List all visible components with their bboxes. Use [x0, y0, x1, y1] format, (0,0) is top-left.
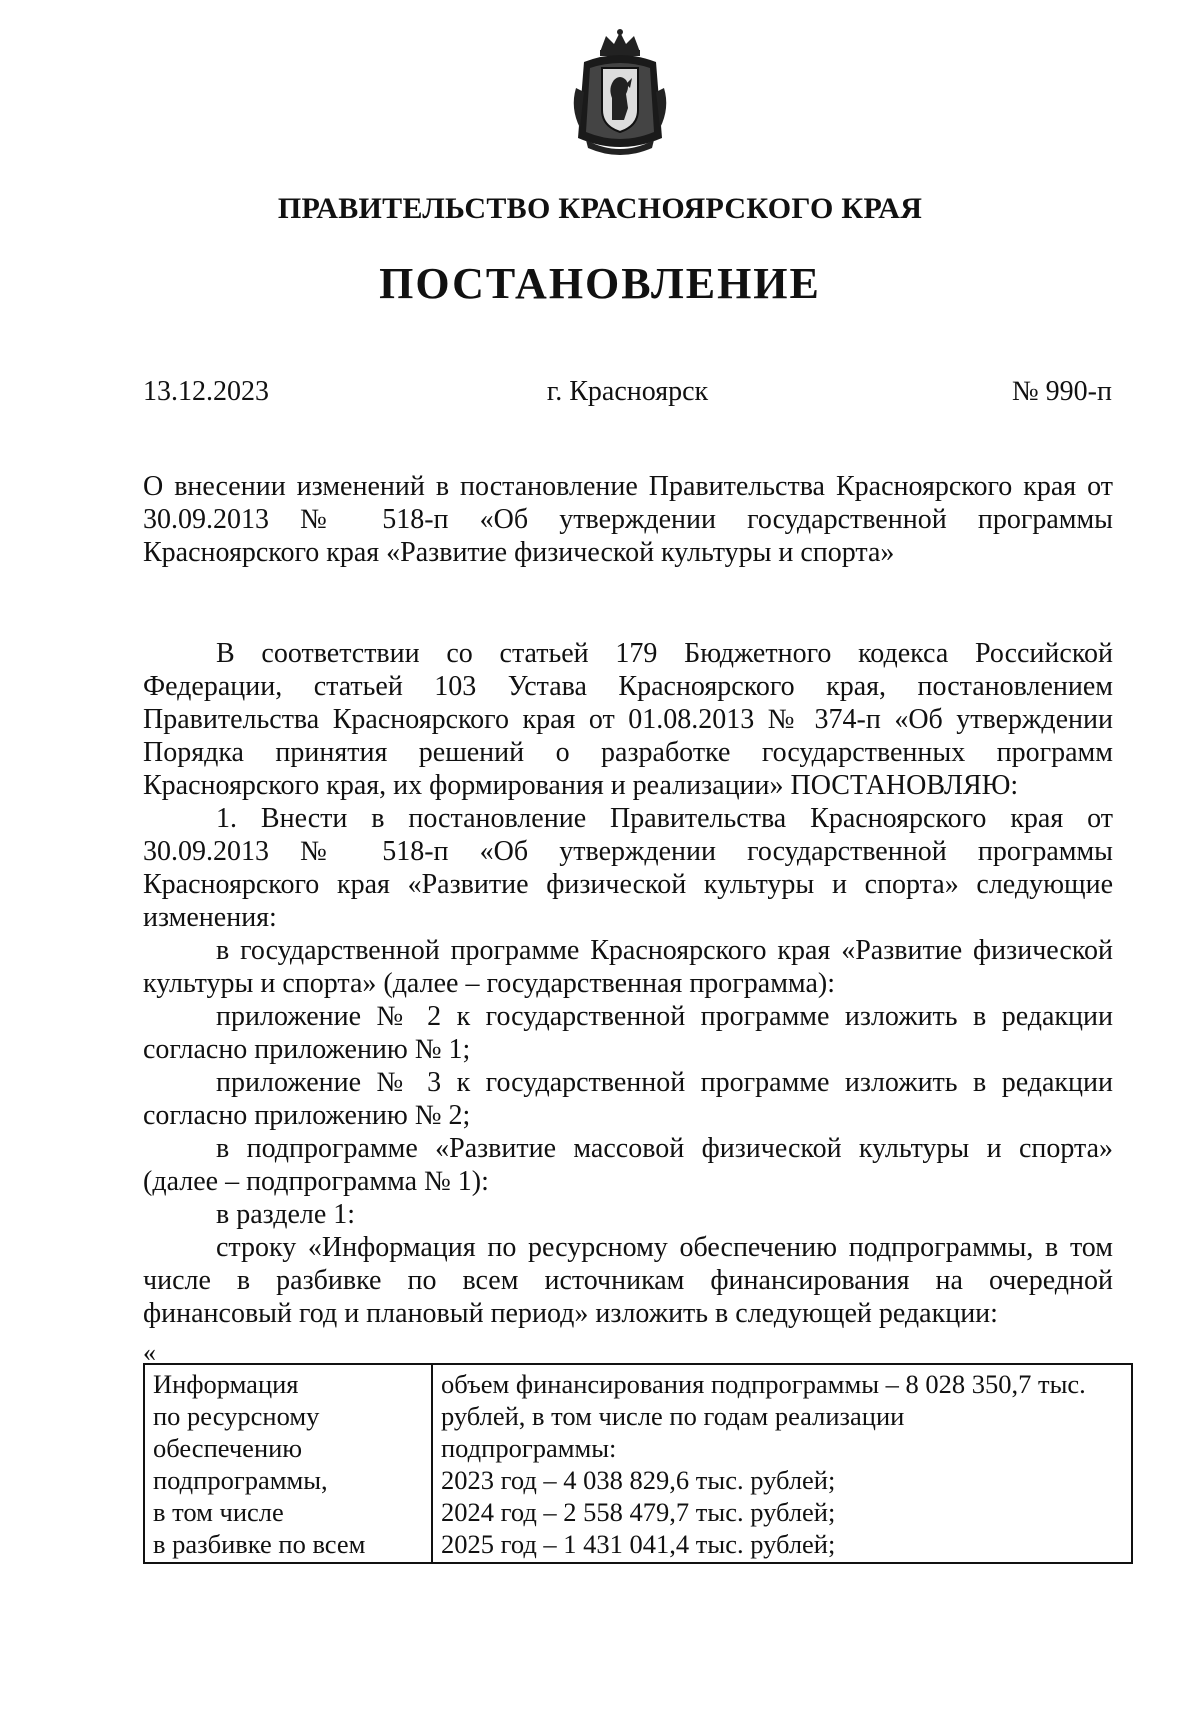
- body-paragraph: в государственной программе Красноярского края «Развитие физической культуры и спорта» (далее – государственная программа):: [143, 935, 1113, 999]
- label-line: обеспечению: [153, 1433, 303, 1463]
- label-line: по ресурсному: [153, 1401, 320, 1431]
- document-type-title: ПОСТАНОВЛЕНИЕ: [379, 259, 821, 308]
- label-line: в разбивке по всем: [153, 1529, 366, 1559]
- body-paragraph: строку «Информация по ресурсному обеспечению подпрограммы, в том числе в разбивке по всем источникам финансирования на очередной финансовый год и плановый период» изложить в следующей редакции:: [143, 1232, 1113, 1329]
- document-number: № 990-п: [1011, 376, 1112, 407]
- value-line: 2025 год – 1 431 041,4 тыс. рублей;: [441, 1529, 836, 1559]
- label-line: в том числе: [153, 1497, 284, 1527]
- document-date: 13.12.2023: [143, 376, 269, 407]
- organization-title: ПРАВИТЕЛЬСТВО КРАСНОЯРСКОГО КРАЯ: [277, 192, 923, 225]
- body-paragraph: в подпрограмме «Развитие массовой физической культуры и спорта» (далее – подпрограмма № 1):: [143, 1133, 1113, 1197]
- table-value-cell: [432, 1364, 1132, 1563]
- body-paragraph: в разделе 1:: [216, 1199, 356, 1230]
- body-paragraph: приложение № 2 к государственной программе изложить в редакции согласно приложению № 1;: [143, 1001, 1113, 1065]
- document-body: [143, 637, 1113, 1330]
- opening-quote-mark: «: [143, 1338, 156, 1367]
- coat-of-arms-icon: [566, 28, 674, 158]
- value-line: 2023 год – 4 038 829,6 тыс. рублей;: [441, 1465, 836, 1495]
- financing-table: [143, 1363, 1133, 1564]
- value-line: подпрограммы:: [441, 1433, 617, 1463]
- document-city: г. Красноярск: [546, 376, 709, 407]
- value-line: 2024 год – 2 558 479,7 тыс. рублей;: [441, 1497, 836, 1527]
- body-paragraph: приложение № 3 к государственной программе изложить в редакции согласно приложению № 2;: [143, 1067, 1113, 1131]
- item-1-paragraph: 1. Внести в постановление Правительства Красноярского края от 30.09.2013 № 518-п «Об утверждении государственной программы Красноярского края «Развитие физической культуры и спорта» следующие изменения:: [143, 803, 1113, 933]
- preamble-paragraph: В соответствии со статьей 179 Бюджетного кодекса Российской Федерации, статьей 103 Устава Красноярского края, постановлением Правительства Красноярского края от 01.08.2013 № 374-п «Об утверждении Порядка принятия решений о разработке государственных программ Красноярского края, их формирования и реализации» ПОСТАНОВЛЯЮ:: [143, 638, 1113, 801]
- value-line: объем финансирования подпрограммы – 8 028 350,7 тыс.: [441, 1369, 1086, 1399]
- table-label-cell: [144, 1364, 432, 1563]
- document-meta-row: [143, 376, 1112, 408]
- value-line: рублей, в том числе по годам реализации: [441, 1401, 905, 1431]
- label-line: подпрограммы,: [153, 1465, 328, 1495]
- label-line: Информация: [153, 1369, 299, 1399]
- table-row: [144, 1364, 1132, 1563]
- document-subject: О внесении изменений в постановление Правительства Красноярского края от 30.09.2013 № 518-п «Об утверждении государственной программы Красноярского края «Развитие физической культуры и спорта»: [143, 471, 1113, 568]
